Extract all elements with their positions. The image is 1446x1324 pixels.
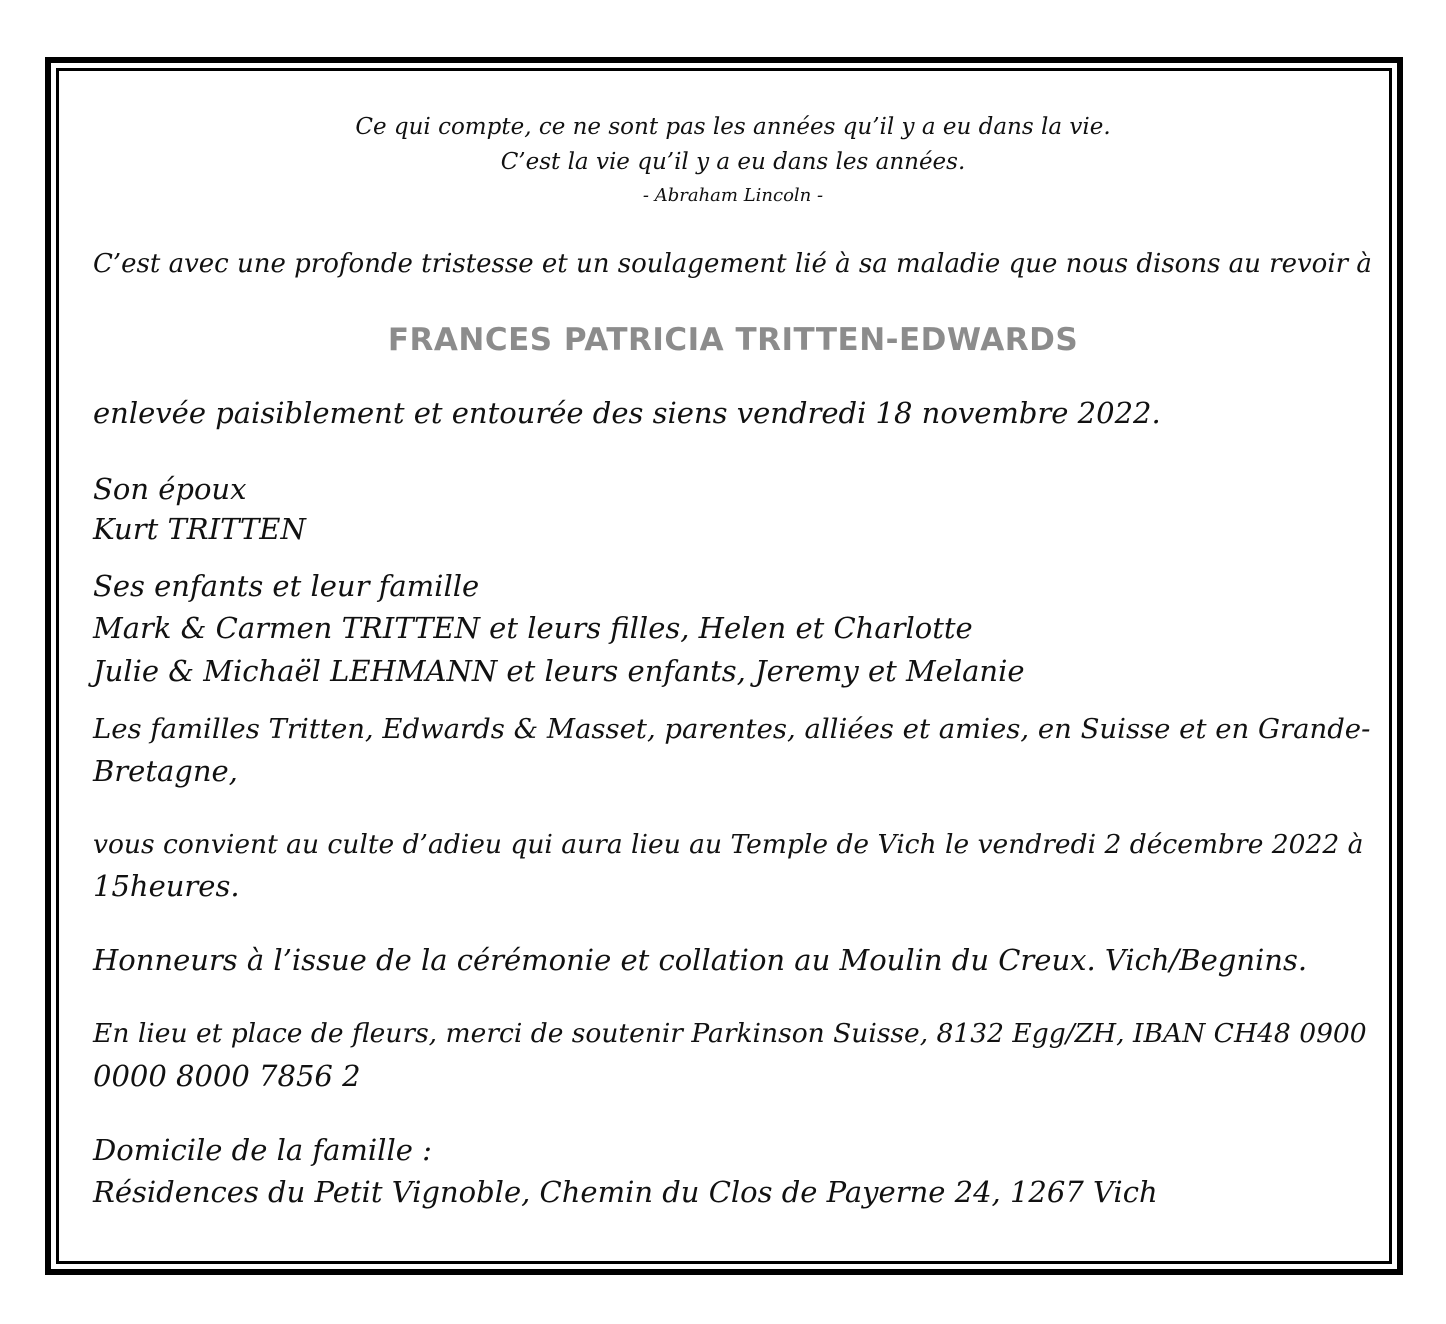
- donations-line-2: 0000 8000 7856 2: [93, 1059, 361, 1093]
- families-line-1: Les familles Tritten, Edwards & Masset, parentes, alliées et amies, en Suisse et en Grande-: [93, 713, 1371, 745]
- spouse-name: Kurt TRITTEN: [93, 512, 306, 546]
- children-line-1: Mark & Carmen TRITTEN et leurs filles, Helen et Charlotte: [93, 611, 973, 645]
- quote-line-2: C’est la vie qu’il y a eu dans les années.: [500, 149, 966, 175]
- passing-text: enlevée paisiblement et entourée des siens vendredi 18 novembre 2022.: [93, 396, 1161, 430]
- children-heading: Ses enfants et leur famille: [93, 569, 480, 603]
- residence-heading: Domicile de la famille :: [93, 1133, 432, 1167]
- quote-author: - Abraham Lincoln -: [642, 185, 824, 206]
- residence-address: Résidences du Petit Vignoble, Chemin du Clos de Payerne 24, 1267 Vich: [93, 1175, 1158, 1209]
- service-line-1: vous convient au culte d’adieu qui aura lieu au Temple de Vich le vendredi 2 décembre 2022 à: [93, 829, 1364, 860]
- intro-text: C’est avec une profonde tristesse et un soulagement lié à sa maladie que nous disons au revoir à: [93, 249, 1372, 279]
- families-line-2: Bretagne,: [93, 754, 238, 788]
- donations-line-1: En lieu et place de fleurs, merci de soutenir Parkinson Suisse, 8132 Egg/ZH, IBAN CH48 0900: [93, 1018, 1367, 1049]
- deceased-name: FRANCES PATRICIA TRITTEN-EDWARDS: [387, 322, 1079, 358]
- quote-line-1: Ce qui compte, ce ne sont pas les années qu’il y a eu dans la vie.: [355, 114, 1111, 140]
- service-line-2: 15heures.: [93, 869, 240, 903]
- honours-text: Honneurs à l’issue de la cérémonie et collation au Moulin du Creux. Vich/Begnins.: [93, 943, 1308, 977]
- children-line-2: Julie & Michaël LEHMANN et leurs enfants, Jeremy et Melanie: [93, 654, 1025, 688]
- spouse-heading: Son époux: [93, 472, 247, 506]
